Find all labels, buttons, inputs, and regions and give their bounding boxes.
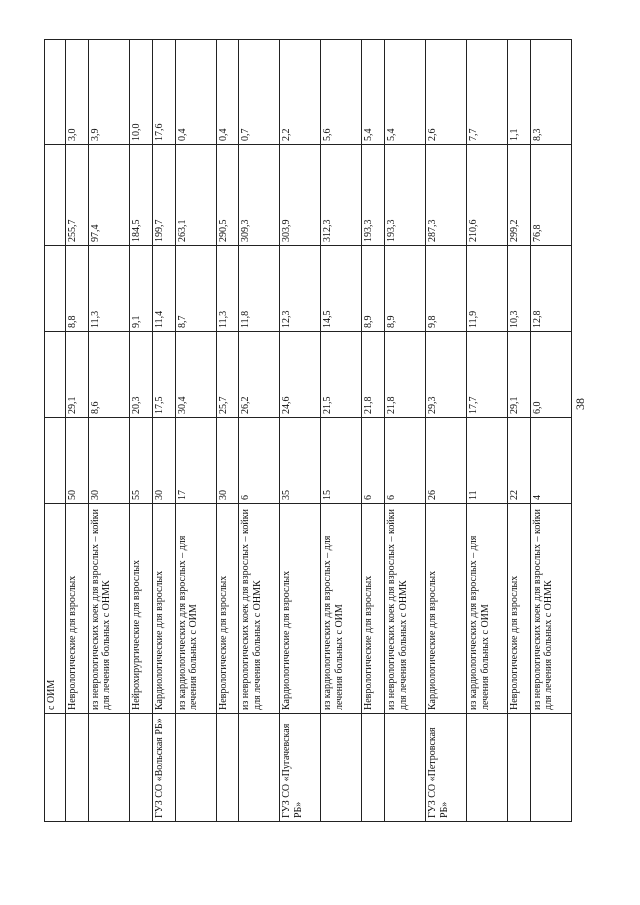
value-cell-4: 5,4 bbox=[385, 40, 426, 145]
table-row bbox=[467, 40, 508, 822]
value-cell-4: 0,7 bbox=[239, 40, 280, 145]
bed-profile-cell: Кардиологические для взрослых bbox=[152, 504, 175, 714]
value-cell-1: 21,8 bbox=[362, 332, 385, 418]
value-cell-4 bbox=[45, 40, 66, 145]
value-cell-1: 20,3 bbox=[129, 332, 152, 418]
value-cell-3: 97,4 bbox=[88, 145, 129, 246]
organization-cell bbox=[175, 714, 216, 822]
organization-cell: ГУЗ СО «Петровская РБ» bbox=[426, 714, 467, 822]
organization-cell: ГУЗ СО «Пугачевская РБ» bbox=[280, 714, 321, 822]
bed-profile-cell: Нейрохирургические для взрослых bbox=[129, 504, 152, 714]
table-row bbox=[239, 40, 280, 822]
value-cell-2: 12,3 bbox=[280, 246, 321, 332]
value-cell-2: 8,9 bbox=[385, 246, 426, 332]
value-cell-3: 210,6 bbox=[467, 145, 508, 246]
value-cell-2 bbox=[45, 246, 66, 332]
value-cell-3: 199,7 bbox=[152, 145, 175, 246]
value-cell-1: 17,7 bbox=[467, 332, 508, 418]
value-cell-1: 8,6 bbox=[88, 332, 129, 418]
beds-count-cell: 30 bbox=[88, 418, 129, 504]
hospital-beds-table bbox=[44, 39, 572, 822]
organization-cell bbox=[239, 714, 280, 822]
organization-cell bbox=[45, 714, 66, 822]
value-cell-1 bbox=[45, 332, 66, 418]
value-cell-1: 6,0 bbox=[530, 332, 571, 418]
value-cell-4: 17,6 bbox=[152, 40, 175, 145]
value-cell-2: 11,9 bbox=[467, 246, 508, 332]
bed-profile-cell: из кардиологических для взрослых – для лечения больных с ОИМ bbox=[467, 504, 508, 714]
organization-cell bbox=[321, 714, 362, 822]
value-cell-2: 8,7 bbox=[175, 246, 216, 332]
beds-count-cell bbox=[45, 418, 66, 504]
beds-count-cell: 35 bbox=[280, 418, 321, 504]
value-cell-3: 290,5 bbox=[216, 145, 239, 246]
table-body bbox=[45, 40, 572, 822]
value-cell-4: 0,4 bbox=[216, 40, 239, 145]
value-cell-1: 30,4 bbox=[175, 332, 216, 418]
beds-count-cell: 30 bbox=[152, 418, 175, 504]
bed-profile-cell: Кардиологические для взрослых bbox=[280, 504, 321, 714]
value-cell-3: 312,3 bbox=[321, 145, 362, 246]
value-cell-2: 11,3 bbox=[216, 246, 239, 332]
value-cell-3: 193,3 bbox=[385, 145, 426, 246]
value-cell-1: 25,7 bbox=[216, 332, 239, 418]
bed-profile-cell: из неврологических коек для взрослых – койки для лечения больных с ОНМК bbox=[239, 504, 280, 714]
bed-profile-cell: с ОИМ bbox=[45, 504, 66, 714]
value-cell-3: 193,3 bbox=[362, 145, 385, 246]
beds-count-cell: 50 bbox=[66, 418, 89, 504]
organization-cell bbox=[385, 714, 426, 822]
organization-cell bbox=[467, 714, 508, 822]
value-cell-1: 26,2 bbox=[239, 332, 280, 418]
value-cell-4: 3,0 bbox=[66, 40, 89, 145]
beds-count-cell: 11 bbox=[467, 418, 508, 504]
beds-count-cell: 6 bbox=[385, 418, 426, 504]
value-cell-4: 1,1 bbox=[508, 40, 531, 145]
bed-profile-cell: из неврологических коек для взрослых – койки для лечения больных с ОНМК bbox=[88, 504, 129, 714]
bed-profile-cell: из неврологических коек для взрослых – койки для лечения больных с ОНМК bbox=[530, 504, 571, 714]
value-cell-4: 2,6 bbox=[426, 40, 467, 145]
organization-cell bbox=[66, 714, 89, 822]
beds-count-cell: 15 bbox=[321, 418, 362, 504]
value-cell-1: 29,1 bbox=[66, 332, 89, 418]
value-cell-1: 29,1 bbox=[508, 332, 531, 418]
organization-cell bbox=[362, 714, 385, 822]
table-row bbox=[88, 40, 129, 822]
value-cell-2: 10,3 bbox=[508, 246, 531, 332]
value-cell-1: 21,5 bbox=[321, 332, 362, 418]
bed-profile-cell: Неврологические для взрослых bbox=[216, 504, 239, 714]
table-row bbox=[362, 40, 385, 822]
table-row bbox=[129, 40, 152, 822]
beds-count-cell: 6 bbox=[362, 418, 385, 504]
value-cell-3: 76,8 bbox=[530, 145, 571, 246]
value-cell-4: 5,4 bbox=[362, 40, 385, 145]
table-row bbox=[216, 40, 239, 822]
beds-count-cell: 26 bbox=[426, 418, 467, 504]
value-cell-2: 11,3 bbox=[88, 246, 129, 332]
value-cell-1: 17,5 bbox=[152, 332, 175, 418]
beds-count-cell: 55 bbox=[129, 418, 152, 504]
value-cell-1: 21,8 bbox=[385, 332, 426, 418]
value-cell-1: 29,3 bbox=[426, 332, 467, 418]
value-cell-2: 8,9 bbox=[362, 246, 385, 332]
bed-profile-cell: из кардиологических для взрослых – для лечения больных с ОИМ bbox=[321, 504, 362, 714]
table-row bbox=[385, 40, 426, 822]
table-row bbox=[175, 40, 216, 822]
table-row bbox=[508, 40, 531, 822]
bed-profile-cell: Кардиологические для взрослых bbox=[426, 504, 467, 714]
bed-profile-cell: Неврологические для взрослых bbox=[66, 504, 89, 714]
value-cell-4: 7,7 bbox=[467, 40, 508, 145]
table-row bbox=[45, 40, 66, 822]
organization-cell bbox=[508, 714, 531, 822]
value-cell-3: 184,5 bbox=[129, 145, 152, 246]
value-cell-1: 24,6 bbox=[280, 332, 321, 418]
value-cell-2: 9,1 bbox=[129, 246, 152, 332]
organization-cell bbox=[530, 714, 571, 822]
bed-profile-cell: Неврологические для взрослых bbox=[362, 504, 385, 714]
value-cell-2: 11,8 bbox=[239, 246, 280, 332]
table-row bbox=[530, 40, 571, 822]
bed-profile-cell: из кардиологических для взрослых – для лечения больных с ОИМ bbox=[175, 504, 216, 714]
table-row bbox=[321, 40, 362, 822]
bed-profile-cell: Неврологические для взрослых bbox=[508, 504, 531, 714]
table-row bbox=[280, 40, 321, 822]
value-cell-4: 2,2 bbox=[280, 40, 321, 145]
bed-profile-cell: из неврологических коек для взрослых – койки для лечения больных с ОНМК bbox=[385, 504, 426, 714]
value-cell-3: 263,1 bbox=[175, 145, 216, 246]
table-row bbox=[66, 40, 89, 822]
value-cell-4: 3,9 bbox=[88, 40, 129, 145]
organization-cell: ГУЗ СО «Вольская РБ» bbox=[152, 714, 175, 822]
beds-count-cell: 17 bbox=[175, 418, 216, 504]
value-cell-4: 8,3 bbox=[530, 40, 571, 145]
value-cell-2: 14,5 bbox=[321, 246, 362, 332]
beds-count-cell: 30 bbox=[216, 418, 239, 504]
table-row bbox=[426, 40, 467, 822]
value-cell-2: 9,8 bbox=[426, 246, 467, 332]
beds-count-cell: 4 bbox=[530, 418, 571, 504]
value-cell-3: 303,9 bbox=[280, 145, 321, 246]
table-row bbox=[152, 40, 175, 822]
value-cell-3: 309,3 bbox=[239, 145, 280, 246]
value-cell-4: 0,4 bbox=[175, 40, 216, 145]
statistics-table-frame bbox=[44, 40, 572, 822]
value-cell-3 bbox=[45, 145, 66, 246]
organization-cell bbox=[129, 714, 152, 822]
value-cell-4: 5,6 bbox=[321, 40, 362, 145]
organization-cell bbox=[216, 714, 239, 822]
organization-cell bbox=[88, 714, 129, 822]
beds-count-cell: 6 bbox=[239, 418, 280, 504]
value-cell-3: 299,2 bbox=[508, 145, 531, 246]
page-number: 38 bbox=[573, 398, 587, 410]
beds-count-cell: 22 bbox=[508, 418, 531, 504]
value-cell-3: 287,3 bbox=[426, 145, 467, 246]
value-cell-2: 11,4 bbox=[152, 246, 175, 332]
value-cell-3: 255,7 bbox=[66, 145, 89, 246]
value-cell-2: 8,8 bbox=[66, 246, 89, 332]
value-cell-2: 12,8 bbox=[530, 246, 571, 332]
value-cell-4: 10,0 bbox=[129, 40, 152, 145]
